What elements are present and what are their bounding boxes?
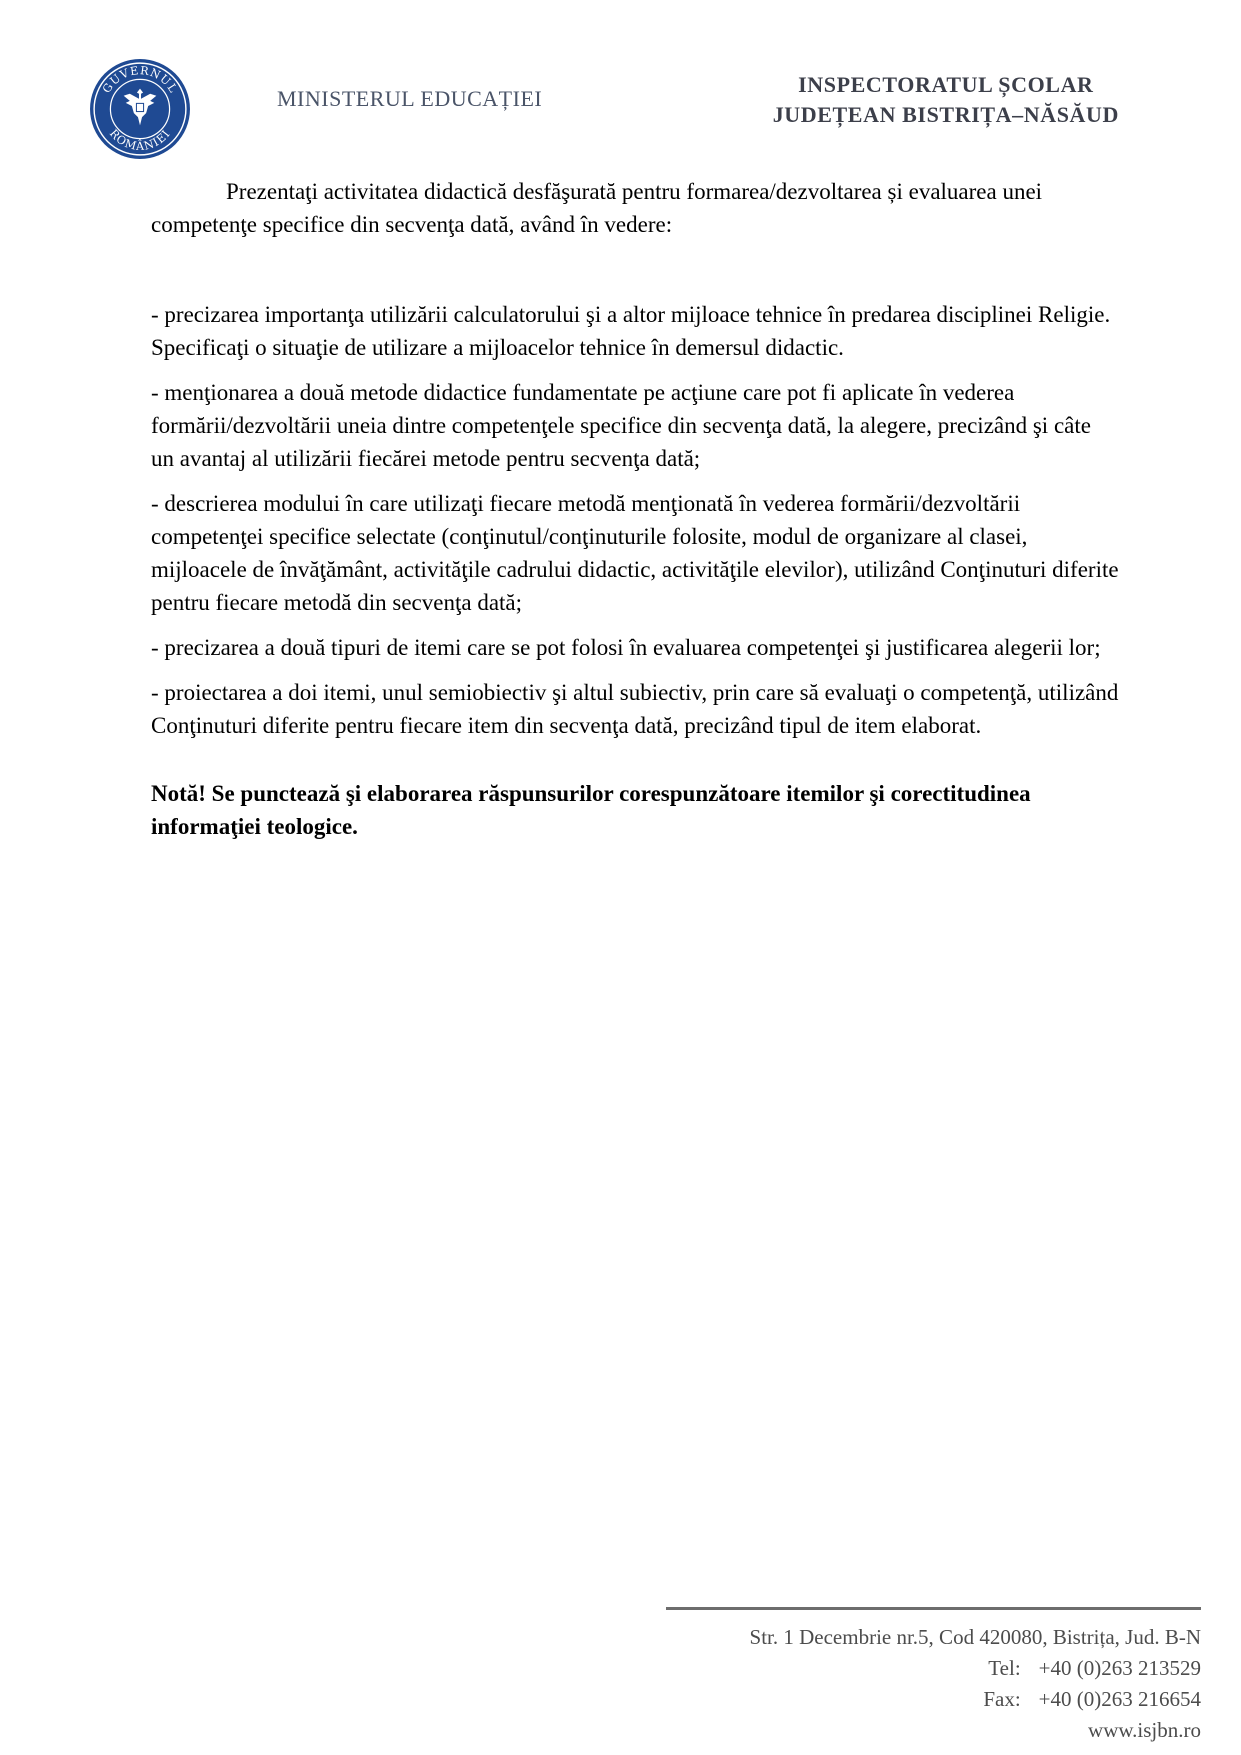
task-item: - precizarea a două tipuri de itemi care se pot folosi în evaluarea competenţei şi justificarea alegerii lor; <box>151 635 1101 660</box>
task-item: - descrierea modului în care utilizaţi fiecare metodă menţionată în vederea formării/dezvoltării competenţei specifice selectate (conţinutul/conţinuturile folosite, modul de organizare al clasei, mijloacele de învăţământ, activităţile cadrului didactic, activităţile elevilor), utilizând Conţinuturi diferite pentru fiecare metodă din secvenţa dată; <box>151 491 1119 615</box>
task-item: - precizarea importanţa utilizării calculatorului şi a altor mijloace tehnice în predarea disciplinei Religie. Specificaţi o situaţie de utilizare a mijloacelor tehnice în demersul didactic. <box>151 302 1111 360</box>
footer-website: www.isjbn.ro <box>1088 1718 1201 1742</box>
tel-label: Tel: <box>988 1656 1021 1680</box>
task-item: - proiectarea a doi itemi, unul semiobiectiv şi altul subiectiv, prin care să evaluaţi o competenţă, utilizând Conţinuturi diferite pentru fiecare item din secvenţa dată, precizând tipul de item elaborat. <box>151 680 1119 738</box>
inspectorate-line-1: INSPECTORATUL ȘCOLAR <box>798 72 1094 97</box>
seal-text-top: GUVERNUL <box>100 64 180 96</box>
fax-label: Fax: <box>983 1687 1021 1711</box>
footer-divider <box>666 1607 1201 1610</box>
fax-number: +40 (0)263 216654 <box>1038 1687 1201 1711</box>
tel-number: +40 (0)263 213529 <box>1038 1656 1201 1680</box>
ministry-name: MINISTERUL EDUCAȚIEI <box>277 86 543 111</box>
task-item: - menţionarea a două metode didactice fundamentate pe acţiune care pot fi aplicate în vederea formării/dezvoltării uneia dintre competenţele specifice din secvenţa dată, la alegere, precizând şi câte un avantaj al utilizării fiecărei metode pentru secvenţa dată; <box>151 380 1091 471</box>
footer-tel-row <box>666 1653 1201 1684</box>
contact-block <box>666 1622 1201 1746</box>
footer-address: Str. 1 Decembrie nr.5, Cod 420080, Bistrița, Jud. B-N <box>749 1625 1201 1649</box>
seal-text-bottom: ROMÂNIEI <box>106 127 174 153</box>
page-footer <box>666 1607 1201 1746</box>
document-body <box>151 175 1119 855</box>
spacer <box>151 253 1119 298</box>
page-header <box>0 0 1241 160</box>
footer-fax-row <box>666 1684 1201 1715</box>
inspectorate-line-2: JUDEȚEAN BISTRIȚA–NĂSĂUD <box>772 102 1119 127</box>
intro-paragraph: Prezentaţi activitatea didactică desfăşurată pentru formarea/dezvoltarea și evaluarea unei competenţe specifice din secvenţa dată, având în vedere: <box>151 179 1043 237</box>
note-paragraph: Notă! Se punctează şi elaborarea răspunsurilor corespunzătoare itemilor şi corectitudinea informaţiei teologice. <box>151 781 1031 839</box>
government-seal-icon <box>89 58 191 160</box>
inspectorate-name <box>773 70 1119 130</box>
